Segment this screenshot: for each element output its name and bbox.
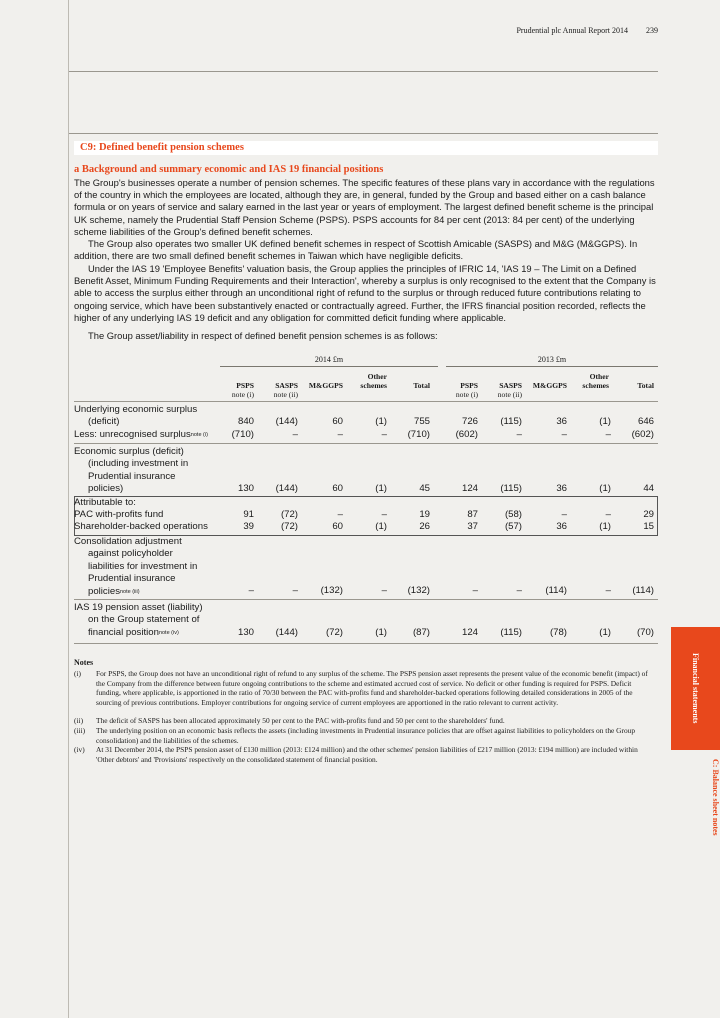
note-item: (iii) The underlying position on an economic basis reflects the assets (including investments in Prudential insurance policies that are offset against liabilities to policyholders on the Group consolidation) and the liabilities of the schemes.	[74, 726, 636, 745]
table-cell: (132)	[320, 585, 343, 596]
table-cell: 840	[237, 416, 254, 427]
table-cell: –	[292, 585, 298, 596]
row-label: IAS 19 pension asset (liability) on the Group statement of financial position$^{note (iv)}$	[74, 602, 203, 638]
report-title: Prudential plc Annual Report 2014	[516, 26, 628, 35]
table-cell: 37	[467, 521, 478, 532]
table-cell: (602)	[631, 429, 654, 440]
table-cell: 15	[643, 521, 654, 532]
notes-heading: Notes	[74, 658, 94, 667]
table-cell: (114)	[632, 585, 654, 596]
table-cell: (144)	[275, 483, 298, 494]
col-header: PSPS note (i)	[231, 381, 254, 399]
note-item: (iv) At 31 December 2014, the PSPS pension asset of £130 million (2013: £124 million) and the other schemes' pension liabilities of £217 million (2013: £194 million) are included within 'Other debtors' and 'Provisions' respectively on the consolidated statement of financial position.	[74, 745, 638, 764]
table-cell: 130	[237, 627, 254, 638]
row-label: Economic surplus (deficit) (including investment in Prudential insurance policies)	[74, 446, 189, 495]
table-cell: (58)	[504, 509, 522, 520]
row-label: Consolidation adjustment against policyholder liabilities for investment in Prudential insurance policies$^{note (iii)}$	[74, 536, 198, 597]
col-header: Other schemes	[582, 372, 609, 390]
table-cell: (1)	[599, 416, 611, 427]
table-cell: –	[381, 585, 387, 596]
paragraph-4: The Group asset/liability in respect of defined benefit pension schemes is as follows:	[88, 330, 438, 341]
table-cell: (57)	[504, 521, 522, 532]
table-cell: (1)	[375, 483, 387, 494]
table-cell: 19	[419, 509, 430, 520]
col-header: SASPS note (ii)	[497, 381, 522, 399]
table-rule	[74, 599, 658, 600]
side-tab-financial-statements[interactable]: Financial statements	[691, 653, 700, 724]
row-label: Underlying economic surplus (deficit)	[74, 404, 198, 428]
table-cell: 26	[419, 521, 430, 532]
table-cell: 60	[332, 416, 343, 427]
left-margin-line	[68, 0, 69, 1018]
table-cell: (1)	[375, 416, 387, 427]
table-cell: –	[472, 585, 478, 596]
table-cell: (132)	[407, 585, 430, 596]
table-cell: –	[605, 585, 611, 596]
col-header: M&GGPS	[308, 381, 343, 390]
table-cell: –	[516, 429, 522, 440]
table-rule	[74, 401, 658, 402]
table-cell: 124	[461, 483, 478, 494]
table-rule	[74, 443, 658, 444]
row-label: Less: unrecognised surplus$^{note (i)}$	[74, 429, 208, 440]
table-cell: 60	[332, 483, 343, 494]
section-title: C9: Defined benefit pension schemes	[80, 142, 244, 153]
table-cell: (602)	[455, 429, 478, 440]
subsection-title: a Background and summary economic and IAS 19 financial positions	[74, 164, 384, 175]
row-label: PAC with-profits fund	[74, 509, 164, 520]
table-cell: (115)	[500, 416, 522, 427]
table-cell: –	[561, 429, 567, 440]
paragraph-1: The Group's businesses operate a number of pension schemes. The specific features of these plans vary in accordance with the regulations of the country in which the employees are located, although they are, in general, funded by the Group and based either on a cash balance formula or on years of service and salary earned in the last year or years of employment. The largest defined benefit scheme is the principal UK scheme, namely the Prudential Staff Pension Scheme (PSPS). PSPS accounts for 84 per cent (2013: 84 per cent) of the underlying scheme liabilities of the Group's defined benefit schemes.	[74, 177, 655, 237]
table-cell: (70)	[636, 627, 654, 638]
table-cell: 60	[332, 521, 343, 532]
table-cell: (1)	[599, 483, 611, 494]
table-cell: 91	[243, 509, 254, 520]
table-cell: 44	[643, 483, 654, 494]
table-cell: –	[561, 509, 567, 520]
side-tab-balance-sheet-notes[interactable]: C: Balance sheet notes	[711, 758, 720, 836]
table-cell: (144)	[275, 416, 298, 427]
group-header-2014: 2014 £m	[314, 355, 344, 364]
row-label: Attributable to:	[74, 497, 136, 508]
header-rule	[69, 71, 658, 72]
col-header: SASPS note (ii)	[273, 381, 298, 399]
col-header: PSPS note (i)	[455, 381, 478, 399]
page-number: 239	[646, 26, 658, 35]
table-cell: 36	[556, 483, 567, 494]
page-header	[516, 26, 658, 35]
table-cell: (710)	[231, 429, 254, 440]
table-cell: (1)	[375, 521, 387, 532]
table-cell: (115)	[500, 483, 522, 494]
table-cell: (710)	[407, 429, 430, 440]
col-header: Other schemes	[360, 372, 387, 390]
note-item: (i) For PSPS, the Group does not have an unconditional right of refund to any surplus of the scheme. The PSPS pension asset represents the present value of the economic benefit (impact) of the Company from the difference between future ongoing contributions to the scheme and estimated accrued cost of service. No deficit or other funding is required for PSPS. Deficit funding, where applicable, is apportioned in the ratio of 70/30 between the PAC with-profits fund and shareholder-backed operations following detailed considerations in 2005 of the sourcing of previous contributions. Employer contributions for ongoing service of current employees are apportioned in the ratio relevant to current activity.	[74, 669, 648, 707]
group-rule-2013	[446, 366, 658, 367]
group-header-2013: 2013 £m	[537, 355, 567, 364]
group-rule-2014	[220, 366, 438, 367]
table-cell: (72)	[280, 509, 298, 520]
col-header: Total	[637, 381, 654, 390]
table-cell: –	[381, 509, 387, 520]
table-cell: 646	[637, 416, 654, 427]
table-cell: (72)	[325, 627, 343, 638]
table-cell: (78)	[549, 627, 567, 638]
table-cell: 130	[237, 483, 254, 494]
table-rule	[74, 643, 658, 644]
table-cell: –	[337, 429, 343, 440]
row-label: Shareholder-backed operations	[74, 521, 208, 532]
table-cell: 755	[413, 416, 430, 427]
table-cell: (115)	[500, 627, 522, 638]
table-cell: (144)	[275, 627, 298, 638]
table-cell: (114)	[545, 585, 567, 596]
table-cell: 36	[556, 416, 567, 427]
table-cell: –	[605, 429, 611, 440]
table-cell: –	[337, 509, 343, 520]
table-cell: (72)	[280, 521, 298, 532]
table-cell: 45	[419, 483, 430, 494]
table-cell: (1)	[599, 627, 611, 638]
table-cell: 87	[467, 509, 478, 520]
table-cell: 36	[556, 521, 567, 532]
paragraph-3: Under the IAS 19 'Employee Benefits' valuation basis, the Group applies the principles of IFRIC 14, 'IAS 19 – The Limit on a Defined Benefit Asset, Minimum Funding Requirements and their Interaction', whereby a surplus is only recognised to the extent that the Company is able to access the surplus either through an unconditional right of refund to the surplus or through reduced future contributions relating to ongoing service, which have been substantively enacted or contractually agreed. Further, the IFRS financial position recorded, reflects the higher of any underlying IAS 19 deficit and any obligation for committed deficit funding where applicable.	[74, 263, 656, 323]
section-rule	[69, 133, 658, 134]
table-cell: (87)	[412, 627, 430, 638]
table-cell: –	[292, 429, 298, 440]
table-cell: (1)	[375, 627, 387, 638]
table-cell: –	[605, 509, 611, 520]
table-cell: –	[381, 429, 387, 440]
table-cell: 726	[461, 416, 478, 427]
table-cell: –	[516, 585, 522, 596]
paragraph-2: The Group also operates two smaller UK defined benefit schemes in respect of Scottish Amicable (SASPS) and M&G (M&GGPS). In addition, there are two small defined benefit schemes in Taiwan which have negligible deficits.	[74, 238, 638, 262]
table-cell: 124	[461, 627, 478, 638]
note-item: (ii) The deficit of SASPS has been allocated approximately 50 per cent to the PAC with-profits fund and 50 per cent to the shareholders' fund.	[74, 716, 505, 725]
table-cell: (1)	[599, 521, 611, 532]
col-header: M&GGPS	[532, 381, 567, 390]
table-cell: –	[248, 585, 254, 596]
table-cell: 39	[243, 521, 254, 532]
col-header: Total	[413, 381, 430, 390]
table-cell: 29	[643, 509, 654, 520]
